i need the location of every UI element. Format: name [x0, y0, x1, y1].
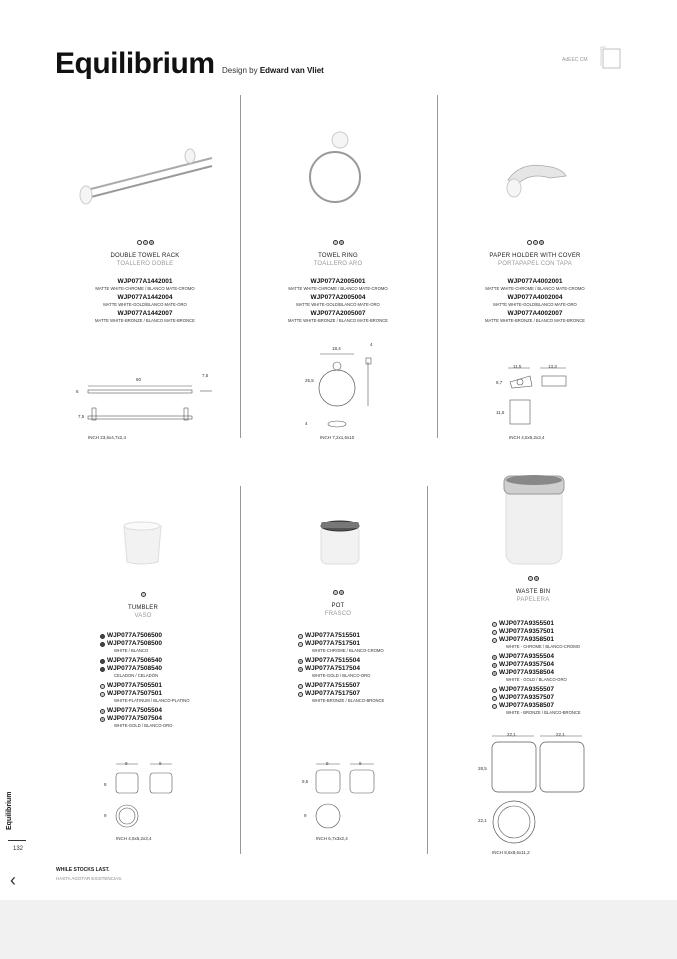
finish-swatch-icon [100, 667, 105, 672]
finish-swatch-icons [460, 240, 610, 245]
dimension-label: 18,4 [332, 346, 341, 351]
dimension-label: 7,5 [202, 373, 209, 378]
product-finish: WHITE-BRONZE / BLANCO-BRONCE [312, 698, 385, 703]
finish-swatch-icon [100, 709, 105, 714]
inch-dimensions: INCH 4,5x5,2x3,4 [509, 435, 545, 440]
product-finish: MATTE WHITE-CHROME / BLANCO MATE-CROMO [485, 286, 585, 291]
dimension-label: 22,1 [556, 732, 565, 737]
finish-swatch-icon [100, 659, 105, 664]
product-code: WJP077A9355501 [492, 620, 612, 628]
product-code: WJP077A1442007 [117, 310, 173, 317]
column-divider [427, 486, 428, 854]
finish-swatch-icon [492, 638, 497, 643]
tumbler-image [120, 518, 165, 568]
scale-label: AdEEC CM [562, 57, 588, 63]
finish-swatch-icon [333, 590, 338, 595]
finish-swatch-icon [298, 692, 303, 697]
product-code: WJP077A9357504 [492, 661, 612, 669]
finish-swatch-icons [263, 590, 413, 595]
tumbler-codes [100, 632, 220, 732]
column-divider [240, 486, 241, 854]
pot-image [318, 516, 363, 568]
product-code: WJP077A7517501 [298, 640, 418, 648]
page-number: 132 [13, 846, 24, 852]
dimension-label: 9 [159, 761, 162, 766]
column-divider [240, 95, 241, 438]
finish-swatch-icon [492, 622, 497, 627]
product-code: WJP077A7508500 [100, 640, 220, 648]
finish-swatch-icon [100, 684, 105, 689]
stock-note-es: HASTA AGOTAR EXISTENCIAS. [56, 876, 123, 881]
product-code: WJP077A7505501 [100, 682, 220, 690]
dimension-label: 28,5 [478, 766, 487, 771]
product-name: DOUBLE TOWEL RACK [110, 253, 180, 259]
inch-dimensions: INCH 23,6x4,7x2,4 [88, 435, 127, 440]
product-finish: MATTE WHITE-GOLD/BLANCO MATE-ORO [296, 302, 380, 307]
product-finish: WHITE / BLANCO [114, 648, 149, 653]
dimension-label: 9,5 [302, 779, 309, 784]
dimension-label: 6 [76, 389, 79, 394]
product-code: WJP077A9355504 [492, 653, 612, 661]
product-finish: MATTE WHITE-CHROME / BLANCO MATE-CROMO [95, 286, 195, 291]
double-towel-rack-image [72, 148, 217, 210]
finish-swatch-icon [492, 663, 497, 668]
finish-swatch-icon [143, 240, 148, 245]
product-name: PAPER HOLDER WITH COVER [489, 253, 581, 259]
product-code: WJP077A9358507 [492, 702, 612, 710]
finish-swatch-icon [492, 696, 497, 701]
back-arrow-icon[interactable]: ‹ [10, 870, 16, 890]
product-code: WJP077A7517507 [298, 690, 418, 698]
finish-swatch-icon [141, 592, 146, 597]
product-code: WJP077A7515507 [298, 682, 418, 690]
product-code: WJP077A1442004 [117, 294, 173, 301]
finish-swatch-icon [492, 704, 497, 709]
page-title: Equilibrium [55, 47, 215, 80]
column-divider [437, 95, 438, 438]
double-towel-rack-drawing [80, 372, 220, 432]
product-code: WJP077A4002004 [507, 294, 563, 301]
product-name: WASTE BIN [515, 589, 551, 595]
finish-swatch-icon [298, 642, 303, 647]
product-name-es: FRASCO [324, 611, 352, 617]
finish-swatch-icon [492, 630, 497, 635]
stock-note: WHILE STOCKS LAST. [56, 867, 110, 873]
product-name: TOWEL RING [318, 253, 358, 259]
product-code: WJP077A1442001 [117, 278, 173, 285]
finish-swatch-icon [528, 576, 533, 581]
dimension-label: 60 [136, 377, 142, 382]
dimension-label: 13,3 [548, 364, 557, 369]
collection-side-label: Equilibrium [6, 791, 13, 830]
product-name: TUMBLER [127, 605, 159, 611]
finish-swatch-icon [533, 240, 538, 245]
product-code: WJP077A2005007 [310, 310, 366, 317]
product-paper-holder [460, 240, 610, 326]
product-name-es: VASO [134, 613, 152, 619]
product-finish: WHITE-GOLD / BLANCO-ORO [312, 673, 371, 678]
product-finish: WHITE - GOLD / BLANCO-ORO [506, 677, 567, 682]
divider [8, 840, 26, 841]
designed-by-prefix: Design by [222, 66, 258, 75]
dimension-label: 11,5 [513, 364, 522, 369]
product-name-es: TOALLERO ARO [313, 261, 363, 267]
paper-holder-image [500, 158, 570, 203]
product-towel-ring [263, 240, 413, 326]
finish-swatch-icons [68, 592, 218, 597]
product-code: WJP077A4002001 [507, 278, 563, 285]
dimension-label: 4 [370, 342, 373, 347]
finish-swatch-icon [534, 576, 539, 581]
finish-swatch-icon [333, 240, 338, 245]
finish-swatch-icon [539, 240, 544, 245]
product-finish: WHITE-GOLD / BLANCO-ORO [114, 723, 173, 728]
dimension-label: 25,5 [305, 378, 314, 383]
product-pot [263, 590, 413, 618]
finish-swatch-icons [263, 240, 413, 245]
towel-ring-image [305, 125, 365, 210]
finish-swatch-icon [339, 590, 344, 595]
inch-dimensions: INCH 6,7x3x2,4 [316, 836, 348, 841]
finish-swatch-icon [298, 634, 303, 639]
waste-bin-drawing [488, 732, 598, 848]
product-code: WJP077A4002007 [507, 310, 563, 317]
product-finish: WHITE - CHROME / BLANCO-CROMO [506, 644, 580, 649]
dimension-label: 7,5 [78, 414, 85, 419]
tumbler-drawing [110, 760, 180, 832]
finish-swatch-icon [527, 240, 532, 245]
inch-dimensions: INCH 8,6x8,6x11,2 [492, 850, 530, 855]
towel-ring-drawing [312, 348, 387, 432]
product-code: WJP077A9357507 [492, 694, 612, 702]
product-code: WJP077A9358501 [492, 636, 612, 644]
product-finish: MATTE WHITE-GOLD/BLANCO MATE-ORO [493, 302, 577, 307]
finish-swatch-icon [137, 240, 142, 245]
product-double-towel-rack [70, 240, 220, 326]
product-code: WJP077A7507501 [100, 690, 220, 698]
product-finish: WHITE - BRONZE / BLANCO-BRONCE [506, 710, 581, 715]
waste-bin-codes [492, 620, 612, 719]
product-finish: MATTE WHITE-BRONZE / BLANCO MATE-BRONCE [288, 318, 388, 323]
finish-swatch-icons [458, 576, 608, 581]
finish-swatch-icon [100, 642, 105, 647]
dimension-label: 9 [104, 813, 107, 818]
dimension-label: 9 [304, 813, 307, 818]
product-code: WJP077A7515504 [298, 657, 418, 665]
finish-swatch-icon [492, 688, 497, 693]
finish-swatch-icon [100, 634, 105, 639]
finish-swatch-icon [492, 671, 497, 676]
finish-swatch-icon [298, 667, 303, 672]
product-code: WJP077A7508540 [100, 665, 220, 673]
product-code: WJP077A7515501 [298, 632, 418, 640]
product-name: POT [331, 603, 345, 609]
finish-swatch-icons [70, 240, 220, 245]
scale-cube-icon [598, 44, 624, 72]
finish-swatch-icon [339, 240, 344, 245]
dimension-label: 8,7 [496, 380, 503, 385]
product-finish: MATTE WHITE-BRONZE / BLANCO MATE-BRONCE [485, 318, 585, 323]
waste-bin-image [500, 472, 570, 568]
product-code: WJP077A7505504 [100, 707, 220, 715]
product-name-es: TOALLERO DOBLE [116, 261, 174, 267]
product-code: WJP077A9355507 [492, 686, 612, 694]
dimension-label: 9 [125, 761, 128, 766]
dimension-label: 11,5 [496, 410, 505, 415]
product-finish: MATTE WHITE-CHROME / BLANCO MATE-CROMO [288, 286, 388, 291]
pot-drawing [310, 760, 380, 832]
designer-name: Edward van Vliet [259, 66, 324, 75]
product-name-es: PORTAPAPEL CON TAPA [498, 261, 572, 267]
pot-codes [298, 632, 418, 707]
dimension-label: 22,1 [507, 732, 516, 737]
finish-swatch-icon [100, 717, 105, 722]
product-code: WJP077A7506540 [100, 657, 220, 665]
finish-swatch-icon [492, 655, 497, 660]
finish-swatch-icon [149, 240, 154, 245]
finish-swatch-icon [100, 692, 105, 697]
dimension-label: 22,1 [478, 818, 487, 823]
inch-dimensions: INCH 4,5x5,2x3,4 [116, 836, 152, 841]
finish-swatch-icon [298, 684, 303, 689]
product-finish: MATTE WHITE-GOLD/BLANCO MATE-ORO [103, 302, 187, 307]
paper-holder-drawing [500, 362, 575, 432]
product-finish: WHITE-PLATINUM / BLANCO-PLATINO [114, 698, 190, 703]
product-code: WJP077A7517504 [298, 665, 418, 673]
product-code: WJP077A9357501 [492, 628, 612, 636]
product-code: WJP077A7507504 [100, 715, 220, 723]
inch-dimensions: INCH 7,2x1,6x10 [320, 435, 355, 440]
product-finish: CELADON / CELADÓN [114, 673, 158, 678]
dimension-label: 4 [305, 421, 308, 426]
product-code: WJP077A9358504 [492, 669, 612, 677]
product-waste-bin [458, 576, 608, 604]
finish-swatch-icon [298, 659, 303, 664]
dimension-label: 8 [104, 782, 107, 787]
product-tumbler [68, 592, 218, 620]
designer-credit [222, 66, 324, 75]
product-finish: MATTE WHITE-BRONZE / BLANCO MATE-BRONCE [95, 318, 195, 323]
product-code: WJP077A2005004 [310, 294, 366, 301]
product-name-es: PAPELERA [516, 597, 550, 603]
dimension-label: 9 [359, 761, 362, 766]
dimension-label: 9 [326, 761, 329, 766]
product-code: WJP077A7506500 [100, 632, 220, 640]
product-finish: WHITE-CHROME / BLANCO-CROMO [312, 648, 384, 653]
product-code: WJP077A2005001 [310, 278, 366, 285]
